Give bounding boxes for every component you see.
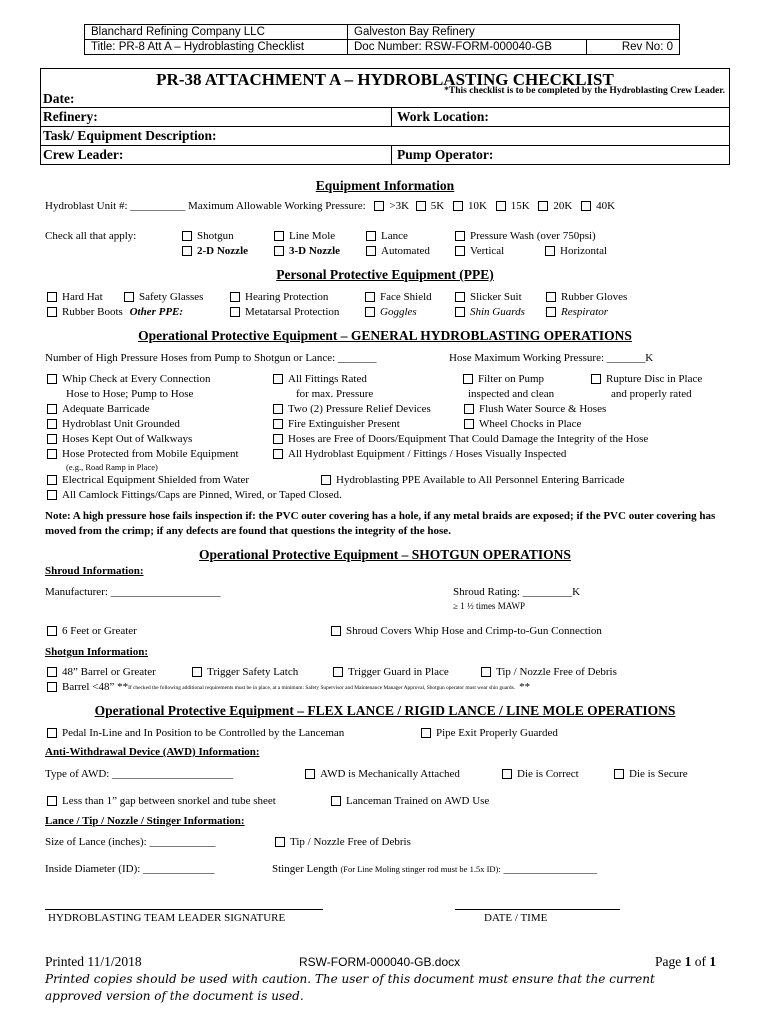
hose-protected-label: Hose Protected from Mobile Equipment (62, 448, 239, 460)
pressure-5k-checkbox[interactable] (416, 201, 426, 211)
fittings-rated-label: All Fittings Rated (288, 373, 367, 385)
crew-row (41, 146, 729, 164)
automated-label: Automated (381, 245, 430, 257)
shotgun-info-label: Shotgun Information: (45, 646, 148, 658)
revision-number: Rev No: 0 (587, 40, 680, 55)
pressure-15k-label: 15K (510, 200, 530, 212)
camlock-checkbox[interactable] (47, 490, 57, 500)
completion-note: *This checklist is to be completed by the Hydroblasting Crew Leader. (444, 86, 725, 96)
task-row (41, 127, 729, 146)
slicker-suit-label: Slicker Suit (470, 291, 522, 303)
date-time-line (455, 909, 620, 910)
metatarsal-label: Metatarsal Protection (245, 306, 340, 318)
line-mole-checkbox[interactable] (274, 231, 284, 241)
flush-water-label: Flush Water Source & Hoses (479, 403, 607, 415)
pump-operator-label: Pump Operator: (397, 147, 494, 162)
rupture-disc-checkbox[interactable] (591, 374, 601, 384)
lance-tip-free-label: Tip / Nozzle Free of Debris (290, 836, 411, 848)
relief-devices-label: Two (2) Pressure Relief Devices (288, 403, 431, 415)
flex-lance-heading: Operational Protective Equipment – FLEX LANCE / RIGID LANCE / LINE MOLE OPERATIONS (94, 703, 676, 718)
metatarsal-checkbox[interactable] (230, 307, 240, 317)
die-secure-checkbox[interactable] (614, 769, 624, 779)
unit-pressure-label: Hydroblast Unit #: __________ Maximum Allowable Working Pressure: (45, 200, 366, 212)
hoses-count-label: Number of High Pressure Hoses from Pump to Shotgun or Lance: _______ (45, 352, 377, 364)
document-title: Title: PR-8 Att A – Hydroblasting Checklist (85, 40, 348, 55)
fire-extinguisher-label: Fire Extinguisher Present (288, 418, 400, 430)
all-inspected-checkbox[interactable] (273, 449, 283, 459)
barricade-checkbox[interactable] (47, 404, 57, 414)
hard-hat-label: Hard Hat (62, 291, 103, 303)
ppe-available-checkbox[interactable] (321, 475, 331, 485)
pressure-15k-checkbox[interactable] (496, 201, 506, 211)
stinger-length-label: Stinger Length (272, 863, 338, 875)
pressure-10k-checkbox[interactable] (453, 201, 463, 211)
caution-notice: Printed copies should be used with caution. The user of this document must ensure that the current approved version of the document is used. (45, 972, 655, 1003)
all-inspected-label: All Hydroblast Equipment / Fittings / Hoses Visually Inspected (288, 448, 567, 460)
pipe-exit-label: Pipe Exit Properly Guarded (436, 727, 558, 739)
trigger-guard-label: Trigger Guard in Place (348, 666, 449, 678)
vertical-checkbox[interactable] (455, 246, 465, 256)
filter-pump-sublabel: inspected and clean (468, 388, 555, 400)
electrical-shielded-checkbox[interactable] (47, 475, 57, 485)
barrel-lt48-stars: ** (519, 681, 531, 693)
hose-protected-example: (e.g., Road Ramp in Place) (66, 462, 158, 472)
camlock-label: All Camlock Fittings/Caps are Pinned, Wired, or Taped Closed. (62, 489, 342, 501)
refinery-name: Galveston Bay Refinery (348, 25, 680, 40)
stinger-length-blank: _________________ (503, 863, 597, 875)
unit-grounded-label: Hydroblast Unit Grounded (62, 418, 180, 430)
inside-diameter-field: Inside Diameter (ID): _____________ (45, 863, 215, 875)
filter-pump-label: Filter on Pump (478, 373, 545, 385)
safety-glasses-label: Safety Glasses (139, 291, 204, 303)
die-correct-checkbox[interactable] (502, 769, 512, 779)
page-number (655, 954, 716, 970)
hearing-protection-checkbox[interactable] (230, 292, 240, 302)
trigger-latch-checkbox[interactable] (192, 667, 202, 677)
date-time-label: DATE / TIME (484, 912, 548, 924)
awd-type-field: Type of AWD: ______________________ (45, 768, 234, 780)
shin-guards-checkbox[interactable] (455, 307, 465, 317)
crew-leader-label: Crew Leader: (43, 147, 124, 162)
lance-size-field: Size of Lance (inches): ____________ (45, 836, 216, 848)
page-current: 1 (684, 954, 692, 969)
ppe-heading: Personal Protective Equipment (PPE) (276, 267, 494, 282)
form-title: PR-38 ATTACHMENT A – HYDROBLASTING CHECKLIST (156, 70, 614, 89)
rubber-gloves-label: Rubber Gloves (561, 291, 628, 303)
hose-inspection-note: Note: A high pressure hose fails inspection if: the PVC outer covering has a hole, if any metal braids are exposed; if the PVC outer covering has moved from the crimp; if any defects are found that questions the integrity of the hose. (45, 510, 716, 537)
trigger-guard-checkbox[interactable] (333, 667, 343, 677)
barricade-label: Adequate Barricade (62, 403, 150, 415)
six-feet-label: 6 Feet or Greater (62, 625, 137, 637)
relief-devices-checkbox[interactable] (273, 404, 283, 414)
trigger-latch-label: Trigger Safety Latch (207, 666, 299, 678)
lance-tip-free-checkbox[interactable] (275, 837, 285, 847)
work-location-label: Work Location: (397, 109, 489, 124)
rupture-disc-label: Rupture Disc in Place (606, 373, 703, 385)
horizontal-checkbox[interactable] (545, 246, 555, 256)
printed-date: Printed 11/1/2018 (45, 954, 142, 969)
checklist-form-box (40, 68, 730, 165)
wheel-chocks-label: Wheel Chocks in Place (479, 418, 582, 430)
shotgun-ops-heading: Operational Protective Equipment – SHOTGUN OPERATIONS (199, 547, 571, 562)
pressure-20k-checkbox[interactable] (538, 201, 548, 211)
mawp-note: ≥ 1 ½ times MAWP (453, 601, 525, 611)
respirator-label: Respirator (561, 306, 609, 318)
manufacturer-field: Manufacturer: ____________________ (45, 586, 221, 598)
barrel-48-checkbox[interactable] (47, 667, 57, 677)
lanceman-trained-label: Lanceman Trained on AWD Use (346, 795, 490, 807)
six-feet-checkbox[interactable] (47, 626, 57, 636)
hard-hat-checkbox[interactable] (47, 292, 57, 302)
pressure-wash-label: Pressure Wash (over 750psi) (470, 230, 596, 242)
awd-attached-label: AWD is Mechanically Attached (320, 768, 460, 780)
refinery-row (41, 108, 729, 127)
rubber-gloves-checkbox[interactable] (546, 292, 556, 302)
electrical-shielded-label: Electrical Equipment Shielded from Water (62, 474, 250, 486)
gap-label: Less than 1” gap between snorkel and tube sheet (62, 795, 276, 807)
vertical-label: Vertical (470, 245, 505, 257)
general-ops-heading: Operational Protective Equipment – GENERAL HYDROBLASTING OPERATIONS (138, 328, 632, 343)
hydroblast-unit-row (45, 200, 615, 212)
fittings-rated-checkbox[interactable] (273, 374, 283, 384)
line-mole-label: Line Mole (289, 230, 336, 242)
shotgun-label: Shotgun (197, 230, 234, 242)
gap-checkbox[interactable] (47, 796, 57, 806)
page-prefix: Page (655, 954, 685, 969)
hose-protected-checkbox[interactable] (47, 449, 57, 459)
face-shield-label: Face Shield (380, 291, 432, 303)
nozzle-2d-checkbox[interactable] (182, 246, 192, 256)
shroud-covers-checkbox[interactable] (331, 626, 341, 636)
equipment-heading: Equipment Information (315, 178, 455, 193)
stinger-length-note: (For Line Moling stinger rod must be 1.5x ID): (340, 864, 501, 874)
automated-checkbox[interactable] (366, 246, 376, 256)
awd-attached-checkbox[interactable] (305, 769, 315, 779)
pedal-label: Pedal In-Line and In Position to be Controlled by the Lanceman (62, 727, 345, 739)
whip-check-label: Whip Check at Every Connection (62, 373, 211, 385)
hearing-protection-label: Hearing Protection (245, 291, 329, 303)
ppe-available-label: Hydroblasting PPE Available to All Personnel Entering Barricade (336, 474, 625, 486)
task-label: Task/ Equipment Description: (43, 128, 217, 143)
check-all-label: Check all that apply: (45, 230, 137, 242)
die-secure-label: Die is Secure (629, 768, 688, 780)
face-shield-checkbox[interactable] (365, 292, 375, 302)
pressure-40k-checkbox[interactable] (581, 201, 591, 211)
barrel-lt48-checkbox[interactable] (47, 682, 57, 692)
pressure-wash-checkbox[interactable] (455, 231, 465, 241)
rubber-boots-label: Rubber Boots (62, 306, 123, 318)
unit-grounded-checkbox[interactable] (47, 419, 57, 429)
signature-line (45, 909, 323, 910)
goggles-checkbox[interactable] (365, 307, 375, 317)
nozzle-3d-checkbox[interactable] (274, 246, 284, 256)
team-leader-signature-label: HYDROBLASTING TEAM LEADER SIGNATURE (48, 912, 286, 924)
whip-check-sublabel: Hose to Hose; Pump to Hose (66, 388, 194, 400)
pressure-3k-label: >3K (389, 200, 410, 212)
filter-pump-checkbox[interactable] (463, 374, 473, 384)
pipe-exit-checkbox[interactable] (421, 728, 431, 738)
pressure-40k-label: 40K (596, 200, 616, 212)
hoses-walkways-checkbox[interactable] (47, 434, 57, 444)
file-name: RSW-FORM-000040-GB.docx (299, 955, 461, 969)
document-number: Doc Number: RSW-FORM-000040-GB (348, 40, 587, 55)
lance-info-label: Lance / Tip / Nozzle / Stinger Information: (45, 815, 245, 827)
hose-pressure-label: Hose Maximum Working Pressure: _______K (449, 352, 654, 364)
nozzle-3d-label: 3-D Nozzle (289, 245, 341, 257)
date-label: Date: (43, 91, 75, 106)
pedal-checkbox[interactable] (47, 728, 57, 738)
fittings-rated-sublabel: for max. Pressure (296, 388, 374, 400)
slicker-suit-checkbox[interactable] (455, 292, 465, 302)
rupture-disc-sublabel: and properly rated (611, 388, 692, 400)
hoses-free-doors-label: Hoses are Free of Doors/Equipment That Could Damage the Integrity of the Hose (288, 433, 649, 445)
whip-check-checkbox[interactable] (47, 374, 57, 384)
shroud-rating-field: Shroud Rating: _________K (453, 586, 581, 598)
shroud-covers-label: Shroud Covers Whip Hose and Crimp-to-Gun Connection (346, 625, 602, 637)
other-ppe-label: Other PPE: (129, 306, 184, 318)
flush-water-checkbox[interactable] (464, 404, 474, 414)
pressure-10k-label: 10K (468, 200, 487, 212)
shotgun-tip-free-label: Tip / Nozzle Free of Debris (496, 666, 617, 678)
lance-checkbox[interactable] (366, 231, 376, 241)
shin-guards-label: Shin Guards (470, 306, 525, 318)
lance-label: Lance (381, 230, 408, 242)
barrel-lt48-note: If checked the following additional requirements must be in place, at a minimum: Safety Supervisor and Maintenance Manager Approval, Shotgun operator must wear shin guards. (128, 685, 516, 691)
pressure-20k-label: 20K (553, 200, 573, 212)
shroud-info-label: Shroud Information: (45, 565, 144, 577)
goggles-label: Goggles (380, 306, 417, 318)
respirator-checkbox[interactable] (546, 307, 556, 317)
horizontal-label: Horizontal (560, 245, 608, 257)
rubber-boots-checkbox[interactable] (47, 307, 57, 317)
lanceman-trained-checkbox[interactable] (331, 796, 341, 806)
hoses-walkways-label: Hoses Kept Out of Walkways (62, 433, 193, 445)
date-row (41, 86, 729, 108)
refinery-label: Refinery: (43, 109, 98, 124)
safety-glasses-checkbox[interactable] (124, 292, 134, 302)
document-header-table (84, 24, 680, 55)
wheel-chocks-checkbox[interactable] (464, 419, 474, 429)
nozzle-2d-label: 2-D Nozzle (197, 245, 249, 257)
company-name: Blanchard Refining Company LLC (85, 25, 348, 40)
page-total: 1 (709, 954, 717, 969)
page-of: of (691, 954, 710, 969)
stinger-length-row (272, 863, 597, 875)
awd-info-label: Anti-Withdrawal Device (AWD) Information: (45, 746, 260, 758)
fire-extinguisher-checkbox[interactable] (273, 419, 283, 429)
die-correct-label: Die is Correct (517, 768, 579, 780)
barrel-lt48-label: Barrel <48” ** (62, 681, 129, 693)
shotgun-checkbox[interactable] (182, 231, 192, 241)
hoses-free-doors-checkbox[interactable] (273, 434, 283, 444)
pressure-5k-label: 5K (430, 200, 445, 212)
barrel-48-label: 48” Barrel or Greater (62, 666, 156, 678)
shotgun-tip-free-checkbox[interactable] (481, 667, 491, 677)
pressure-3k-checkbox[interactable] (374, 201, 384, 211)
